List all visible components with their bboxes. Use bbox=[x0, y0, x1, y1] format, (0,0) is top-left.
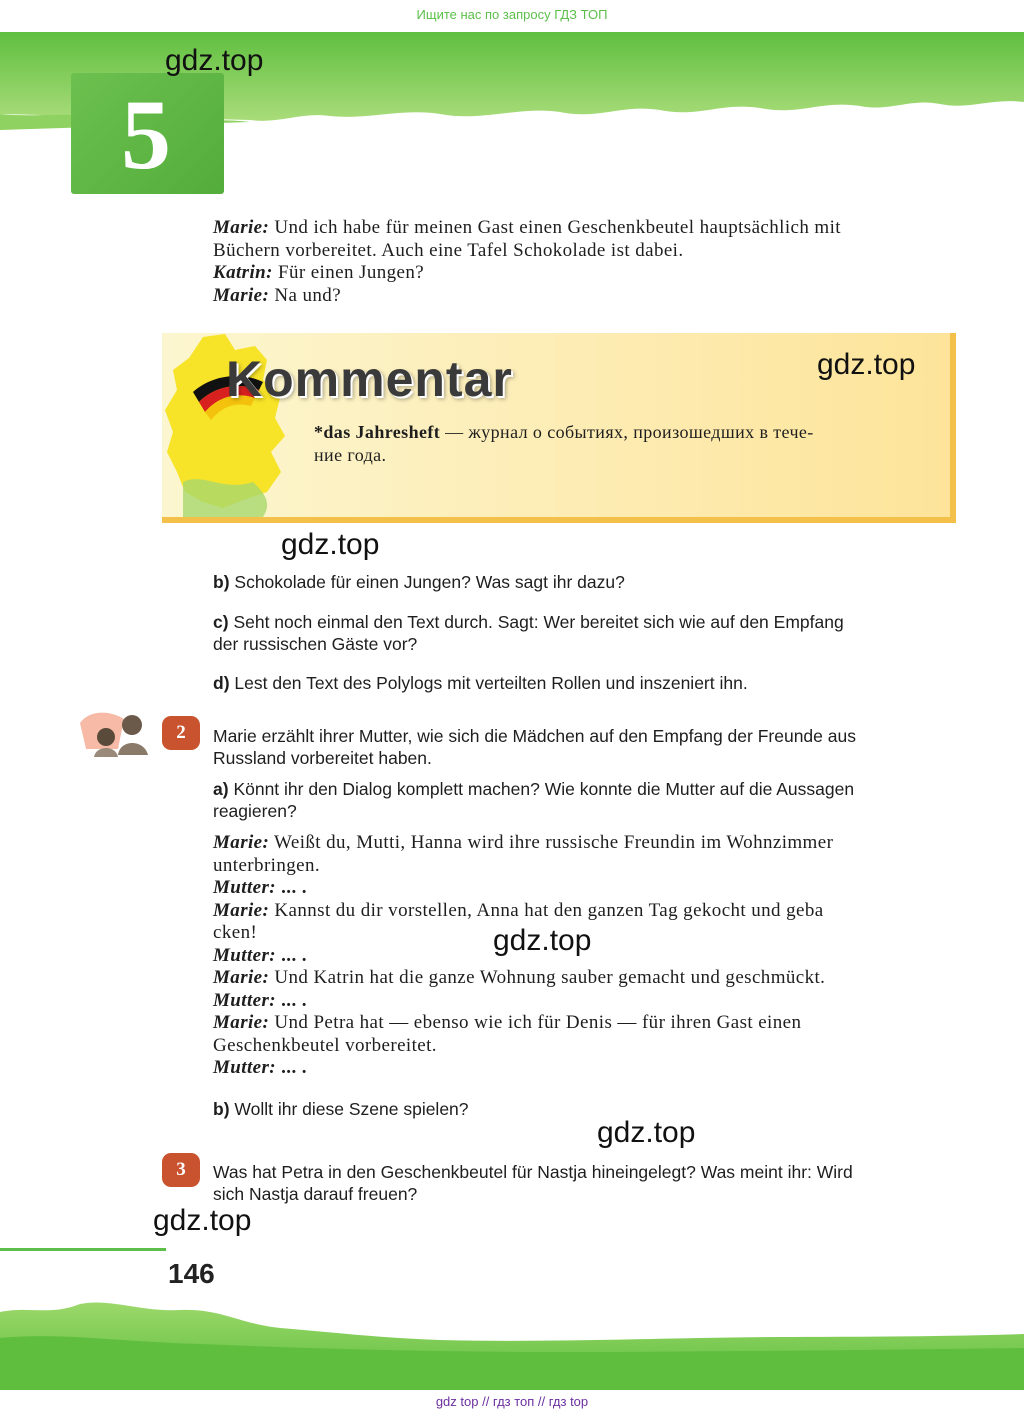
speaker-name: Marie: bbox=[213, 832, 270, 853]
item-label: b) bbox=[213, 1099, 230, 1119]
watermark: gdz.top bbox=[597, 1116, 696, 1149]
task-2-intro bbox=[213, 725, 958, 769]
task-1-d bbox=[213, 672, 958, 694]
watermark: gdz.top bbox=[153, 1204, 252, 1237]
task-3 bbox=[213, 1161, 958, 1205]
dialog-line bbox=[213, 877, 958, 900]
task-number-badge: 3 bbox=[162, 1153, 200, 1187]
item-text: Seht noch einmal den Text durch. Sagt: Wer bereitet sich wie auf den Empfang bbox=[233, 612, 844, 632]
footer-links[interactable]: gdz top // гдз топ // гдз top bbox=[435, 1394, 589, 1409]
dialog-text: ... . bbox=[281, 877, 307, 898]
item-text: Lest den Text des Polylogs mit verteilten Rollen und inszeniert ihn. bbox=[234, 673, 748, 693]
page-number-rule bbox=[0, 1248, 166, 1251]
chapter-number: 5 bbox=[121, 79, 171, 190]
dialog-text: Und Katrin hat die ganze Wohnung sauber gemacht und geschmückt. bbox=[274, 967, 826, 988]
item-text: sich Nastja darauf freuen? bbox=[213, 1184, 418, 1204]
item-text: Was hat Petra in den Geschenkbeutel für Nastja hineingelegt? Was meint ihr: Wird bbox=[213, 1162, 853, 1182]
task-2-b bbox=[213, 1098, 958, 1120]
speaker-name: Katrin: bbox=[213, 262, 273, 283]
search-hint[interactable]: Ищите нас по запросу ГДЗ ТОП bbox=[416, 7, 608, 22]
kommentar-line: ние года. bbox=[314, 445, 387, 465]
dialog-line bbox=[213, 262, 958, 285]
item-text: Marie erzählt ihrer Mutter, wie sich die Mädchen auf den Empfang der Freunde aus bbox=[213, 726, 856, 746]
task-number-badge: 2 bbox=[162, 716, 200, 750]
item-text: Schokolade für einen Jungen? Was sagt ihr dazu? bbox=[234, 572, 625, 592]
dialog-text: Und Petra hat — ebenso wie ich für Denis — für ihren Gast einen bbox=[274, 1012, 802, 1033]
page-number: 146 bbox=[168, 1258, 215, 1289]
item-label: c) bbox=[213, 612, 229, 632]
dialog-text: Für einen Jungen? bbox=[277, 262, 425, 283]
speaker-name: Marie: bbox=[213, 967, 270, 988]
item-text: Russland vorbereitet haben. bbox=[213, 748, 432, 768]
speaker-name: Mutter: bbox=[213, 944, 276, 966]
dialog-line bbox=[213, 1057, 958, 1080]
speaker-name: Mutter: bbox=[213, 989, 276, 1011]
item-label: d) bbox=[213, 673, 230, 693]
dialog-text: Weißt du, Mutti, Hanna wird ihre russische Freundin im Wohnzimmer bbox=[274, 832, 834, 853]
dialog-line bbox=[213, 832, 958, 855]
dialog-text: Und ich habe für meinen Gast einen Geschenkbeutel hauptsächlich mit bbox=[274, 217, 841, 238]
speaker-name: Marie: bbox=[213, 217, 270, 238]
bottom-grass-banner bbox=[0, 1298, 1024, 1390]
speaker-name: Marie: bbox=[213, 1012, 270, 1033]
speaker-name: Marie: bbox=[213, 899, 270, 921]
dialog-text: Kannst du dir vorstellen, Anna hat den ganzen Tag gekocht und geba bbox=[274, 899, 824, 921]
dialog-line bbox=[213, 900, 958, 923]
dialog-line bbox=[213, 990, 958, 1013]
dialog-text: unterbringen. bbox=[213, 854, 321, 876]
watermark: gdz.top bbox=[817, 348, 916, 381]
task-1-c bbox=[213, 611, 958, 655]
dialog-line bbox=[213, 285, 958, 308]
kommentar-text bbox=[314, 421, 924, 467]
watermark: gdz.top bbox=[281, 528, 380, 561]
task-1-b bbox=[213, 571, 958, 593]
kommentar-title: Kommentar bbox=[226, 351, 513, 407]
dialog-1 bbox=[213, 217, 958, 307]
dialog-text: Na und? bbox=[274, 284, 342, 306]
dialog-text: Geschenkbeutel vorbereitet. bbox=[213, 1034, 437, 1056]
dialog-line bbox=[213, 1012, 958, 1035]
dialog-text: ... . bbox=[281, 1057, 307, 1078]
watermark: gdz.top bbox=[493, 924, 592, 957]
item-label: b) bbox=[213, 572, 230, 592]
dialog-text: cken! bbox=[213, 922, 258, 943]
speaker-name: Mutter: bbox=[213, 1057, 276, 1078]
kommentar-line: — журнал о событиях, произошедших в тече- bbox=[445, 422, 814, 442]
watermark: gdz.top bbox=[165, 44, 264, 77]
dialog-text: ... . bbox=[281, 989, 307, 1011]
dialog-line bbox=[213, 217, 958, 240]
dialog-line bbox=[213, 967, 958, 990]
item-label: a) bbox=[213, 779, 229, 799]
dialog-text: ... . bbox=[281, 944, 307, 966]
speaker-name: Mutter: bbox=[213, 877, 276, 898]
item-text: reagieren? bbox=[213, 801, 297, 821]
speaking-people-icon bbox=[78, 705, 158, 757]
item-text: Könnt ihr den Dialog komplett machen? Wie konnte die Mutter auf die Aussagen bbox=[233, 779, 855, 799]
item-text: Wollt ihr diese Szene spielen? bbox=[234, 1099, 469, 1119]
task-2-a bbox=[213, 778, 958, 822]
dialog-text: Büchern vorbereitet. Auch eine Tafel Schokolade ist dabei. bbox=[213, 239, 684, 261]
kommentar-term: *das Jahresheft bbox=[314, 422, 441, 442]
item-text: der russischen Gäste vor? bbox=[213, 634, 418, 654]
speaker-name: Marie: bbox=[213, 284, 270, 306]
